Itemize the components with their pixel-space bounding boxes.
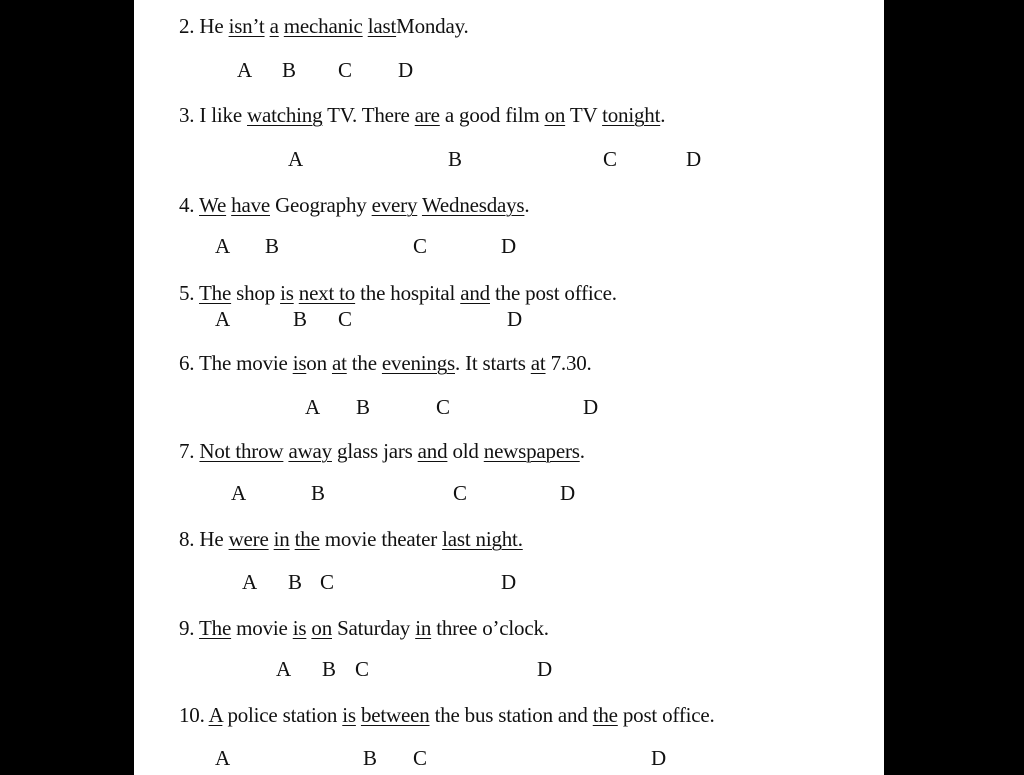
underlined-option-c: on bbox=[311, 616, 332, 640]
question-text: the hospital bbox=[360, 281, 456, 305]
question-text: The movie bbox=[199, 351, 288, 375]
option-label-b: B bbox=[282, 58, 296, 82]
option-labels-6 bbox=[134, 395, 884, 421]
option-labels-10 bbox=[134, 746, 884, 772]
option-labels-4 bbox=[134, 234, 884, 260]
option-label-a: A bbox=[276, 657, 291, 681]
option-label-d: D bbox=[501, 570, 516, 594]
underlined-option-a: were bbox=[228, 527, 269, 551]
question-text: . It starts bbox=[454, 351, 526, 375]
option-label-c: C bbox=[355, 657, 369, 681]
underlined-option-b: is bbox=[292, 616, 307, 640]
option-label-a: A bbox=[237, 58, 252, 82]
underlined-option-d: in bbox=[415, 616, 432, 640]
question-text: Monday. bbox=[396, 14, 469, 38]
question-text: movie bbox=[236, 616, 288, 640]
option-label-c: C bbox=[338, 58, 352, 82]
option-label-d: D bbox=[398, 58, 413, 82]
question-number: 9. bbox=[179, 616, 195, 640]
option-labels-3 bbox=[134, 147, 884, 173]
option-label-d: D bbox=[501, 234, 516, 258]
option-label-d: D bbox=[560, 481, 575, 505]
underlined-option-c: and bbox=[417, 439, 448, 463]
option-labels-2 bbox=[134, 58, 884, 84]
question-3 bbox=[179, 103, 665, 127]
option-label-b: B bbox=[311, 481, 325, 505]
question-text: the bbox=[351, 351, 377, 375]
option-label-b: B bbox=[265, 234, 279, 258]
underlined-option-a: A bbox=[208, 703, 223, 727]
question-7 bbox=[179, 439, 585, 463]
option-label-b: B bbox=[448, 147, 462, 171]
question-text: post office. bbox=[622, 703, 715, 727]
question-10 bbox=[179, 703, 715, 727]
underlined-option-d: last bbox=[367, 14, 397, 38]
option-label-b: B bbox=[288, 570, 302, 594]
question-number: 2. bbox=[179, 14, 195, 38]
question-6 bbox=[179, 351, 592, 375]
underlined-option-b: is bbox=[342, 703, 356, 727]
underlined-option-a: The bbox=[199, 616, 232, 640]
underlined-option-d: at bbox=[530, 351, 546, 375]
question-text: the bus station and bbox=[434, 703, 588, 727]
question-text: Geography bbox=[275, 193, 367, 217]
question-text: the post office. bbox=[495, 281, 617, 305]
question-number: 7. bbox=[179, 439, 195, 463]
underlined-option-a: is bbox=[292, 351, 307, 375]
question-number: 3. bbox=[179, 103, 195, 127]
option-label-b: B bbox=[322, 657, 336, 681]
option-label-a: A bbox=[215, 234, 230, 258]
question-text: He bbox=[199, 527, 224, 551]
option-label-d: D bbox=[583, 395, 598, 419]
option-label-b: B bbox=[293, 307, 307, 331]
underlined-option-c: evenings bbox=[381, 351, 455, 375]
question-text: on bbox=[306, 351, 327, 375]
option-label-a: A bbox=[288, 147, 303, 171]
underlined-option-b: have bbox=[231, 193, 270, 217]
underlined-option-a: We bbox=[199, 193, 227, 217]
underlined-option-d: newspapers bbox=[483, 439, 580, 463]
question-4 bbox=[179, 193, 529, 217]
underlined-option-d: last night. bbox=[442, 527, 523, 551]
question-text: TV bbox=[569, 103, 598, 127]
question-text: . bbox=[524, 193, 530, 217]
option-label-c: C bbox=[338, 307, 352, 331]
question-text: three o’clock. bbox=[436, 616, 549, 640]
option-label-b: B bbox=[363, 746, 377, 770]
underlined-option-b: away bbox=[288, 439, 332, 463]
question-text: . bbox=[579, 439, 585, 463]
question-text: a good film bbox=[444, 103, 540, 127]
underlined-option-d: Wednesdays bbox=[421, 193, 525, 217]
underlined-option-c: next to bbox=[298, 281, 356, 305]
underlined-option-c: on bbox=[544, 103, 566, 127]
underlined-option-d: the bbox=[592, 703, 618, 727]
underlined-option-c: between bbox=[360, 703, 430, 727]
underlined-option-b: are bbox=[414, 103, 440, 127]
question-text: TV. There bbox=[327, 103, 410, 127]
option-label-a: A bbox=[305, 395, 320, 419]
underlined-option-c: mechanic bbox=[283, 14, 363, 38]
question-text: . bbox=[660, 103, 666, 127]
question-text: police station bbox=[227, 703, 338, 727]
option-label-c: C bbox=[413, 234, 427, 258]
question-text: movie theater bbox=[324, 527, 438, 551]
question-9 bbox=[179, 616, 549, 640]
underlined-option-d: tonight bbox=[602, 103, 661, 127]
option-label-c: C bbox=[436, 395, 450, 419]
question-number: 6. bbox=[179, 351, 195, 375]
question-5 bbox=[179, 281, 617, 305]
question-number: 5. bbox=[179, 281, 195, 305]
option-label-c: C bbox=[453, 481, 467, 505]
underlined-option-a: Not throw bbox=[199, 439, 284, 463]
option-label-a: A bbox=[242, 570, 257, 594]
underlined-option-a: The bbox=[199, 281, 232, 305]
question-text: 7.30. bbox=[550, 351, 592, 375]
underlined-option-b: a bbox=[269, 14, 279, 38]
option-label-a: A bbox=[215, 746, 230, 770]
question-number: 10. bbox=[179, 703, 205, 727]
underlined-option-a: isn’t bbox=[228, 14, 265, 38]
question-text: shop bbox=[236, 281, 276, 305]
question-number: 4. bbox=[179, 193, 195, 217]
question-2 bbox=[179, 14, 469, 38]
option-labels-5 bbox=[134, 307, 884, 333]
option-label-a: A bbox=[231, 481, 246, 505]
option-label-a: A bbox=[215, 307, 230, 331]
underlined-option-b: at bbox=[331, 351, 347, 375]
question-text: old bbox=[452, 439, 479, 463]
question-text: I like bbox=[199, 103, 242, 127]
option-label-d: D bbox=[537, 657, 552, 681]
underlined-option-c: the bbox=[294, 527, 320, 551]
option-label-d: D bbox=[507, 307, 522, 331]
underlined-option-b: is bbox=[280, 281, 294, 305]
underlined-option-c: every bbox=[371, 193, 418, 217]
underlined-option-b: in bbox=[273, 527, 290, 551]
question-8 bbox=[179, 527, 523, 551]
option-label-c: C bbox=[413, 746, 427, 770]
option-label-d: D bbox=[651, 746, 666, 770]
option-label-c: C bbox=[603, 147, 617, 171]
worksheet-page bbox=[134, 0, 884, 775]
option-labels-7 bbox=[134, 481, 884, 507]
option-label-c: C bbox=[320, 570, 334, 594]
underlined-option-a: watching bbox=[247, 103, 323, 127]
underlined-option-d: and bbox=[460, 281, 490, 305]
option-labels-9 bbox=[134, 657, 884, 683]
option-label-b: B bbox=[356, 395, 370, 419]
question-text: glass jars bbox=[337, 439, 413, 463]
question-text: He bbox=[199, 14, 224, 38]
question-text: Saturday bbox=[337, 616, 411, 640]
option-labels-8 bbox=[134, 570, 884, 596]
question-number: 8. bbox=[179, 527, 195, 551]
option-label-d: D bbox=[686, 147, 701, 171]
